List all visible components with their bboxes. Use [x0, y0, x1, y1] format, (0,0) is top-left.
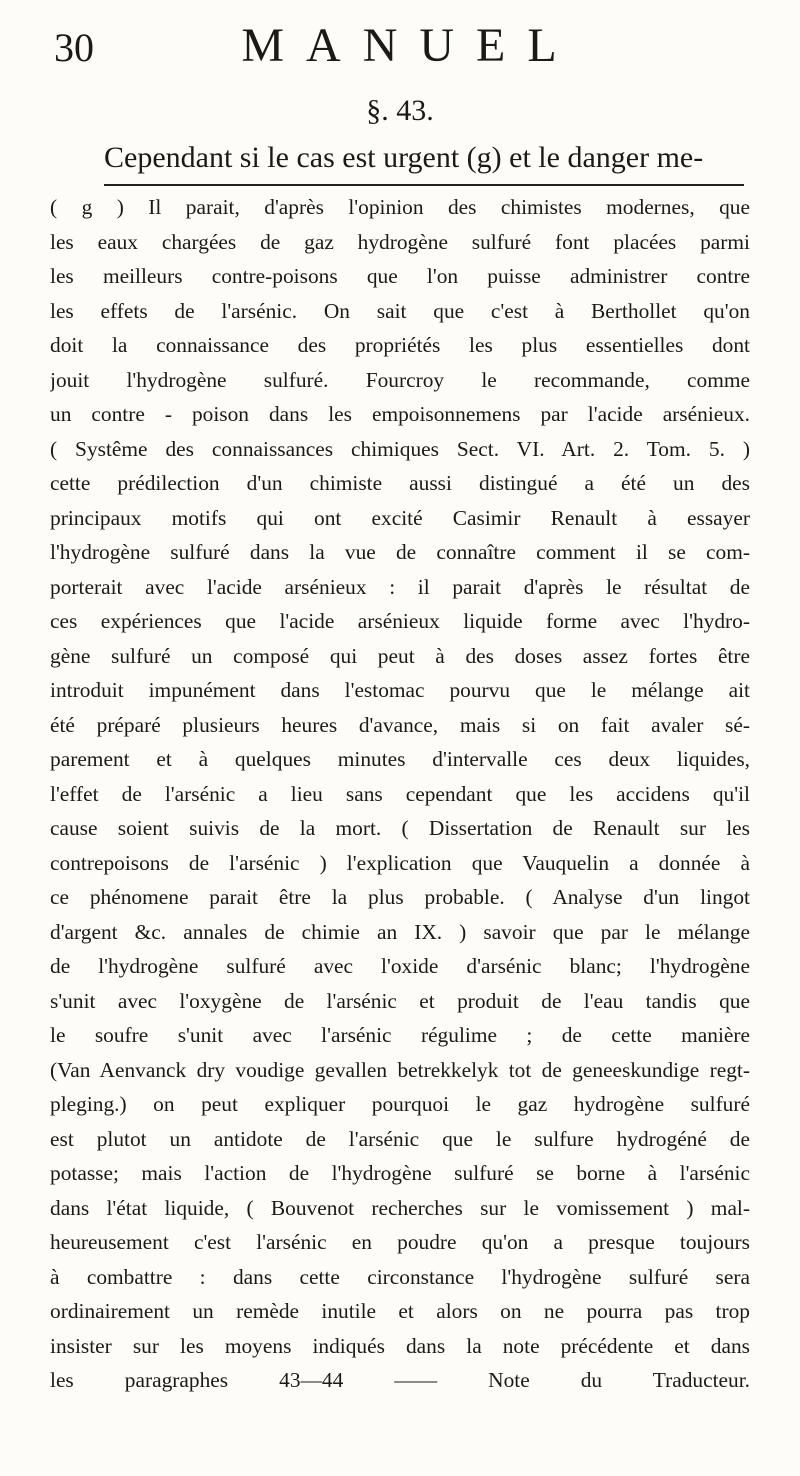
footnote-line: contrepoisons de l'arsénic ) l'explication que Vauquelin a donnée à — [50, 850, 750, 875]
footnote-line: ce phénomene parait être la plus probable. ( Analyse d'un lingot — [50, 885, 750, 909]
footnote-line: un contre - poison dans les empoisonnemens par l'acide arsénieux. — [50, 402, 750, 426]
footnote — [50, 190, 750, 1398]
footnote-line: parement et à quelques minutes d'intervalle ces deux liquides, — [50, 747, 750, 771]
section-lead-text: Cependant si le cas est urgent (g) et le danger me- — [104, 141, 704, 174]
footnote-line: porterait avec l'acide arsénieux : il parait d'après le résultat de — [50, 574, 750, 599]
section-number: §. 43. — [366, 94, 434, 127]
footnote-line: s'unit avec l'oxygène de l'arsénic et produit de l'eau tandis que — [50, 988, 750, 1013]
footnote-line: cause soient suivis de la mort. ( Dissertation de Renault sur les — [50, 816, 750, 840]
footnote-line: les meilleurs contre-poisons que l'on puisse administrer contre — [50, 264, 750, 288]
footnote-line: de l'hydrogène sulfuré avec l'oxide d'arsénic blanc; l'hydrogène — [50, 954, 750, 978]
footnote-line: ( Systême des connaissances chimiques Sect. VI. Art. 2. Tom. 5. ) — [50, 436, 750, 461]
footnote-line: les eaux chargées de gaz hydrogène sulfuré font placées parmi — [50, 229, 750, 254]
footnote-line: introduit impunément dans l'estomac pourvu que le mélange ait — [50, 678, 750, 702]
footnote-line: dans l'état liquide, ( Bouvenot recherches sur le vomissement ) mal- — [50, 1195, 750, 1220]
footnote-divider — [104, 184, 744, 186]
footnote-line: cette prédilection d'un chimiste aussi distingué a été un des — [50, 471, 750, 495]
footnote-line: le soufre s'unit avec l'arsénic régulime ; de cette manière — [50, 1023, 750, 1047]
footnote-line: insister sur les moyens indiqués dans la note précédente et dans — [50, 1333, 750, 1358]
footnote-line: les paragraphes 43—44 —— Note du Traducteur. — [50, 1368, 750, 1392]
footnote-line: pleging.) on peut expliquer pourquoi le gaz hydrogène sulfuré — [50, 1092, 750, 1116]
running-title: MANUEL — [241, 19, 579, 72]
footnote-line: été préparé plusieurs heures d'avance, mais si on fait avaler sé- — [50, 712, 750, 737]
footnote-line: ordinairement un remède inutile et alors on ne pourra pas trop — [50, 1299, 750, 1323]
footnote-line: à combattre : dans cette circonstance l'hydrogène sulfuré sera — [50, 1264, 750, 1289]
footnote-line: principaux motifs qui ont excité Casimir Renault à essayer — [50, 505, 750, 530]
footnote-line: l'hydrogène sulfuré dans la vue de connaître comment il se com- — [50, 540, 750, 564]
footnote-line: jouit l'hydrogène sulfuré. Fourcroy le recommande, comme — [50, 367, 750, 392]
footnote-line: (Van Aenvanck dry voudige gevallen betrekkelyk tot de geneeskundige regt- — [50, 1057, 750, 1082]
footnote-line: ( g ) Il parait, d'après l'opinion des chimistes modernes, que — [50, 195, 750, 219]
footnote-line: ces expériences que l'acide arsénieux liquide forme avec l'hydro- — [50, 609, 750, 633]
footnote-line: heureusement c'est l'arsénic en poudre qu'on a presque toujours — [50, 1230, 750, 1254]
footnote-line: d'argent &c. annales de chimie an IX. ) savoir que par le mélange — [50, 919, 750, 944]
footnote-line: est plutot un antidote de l'arsénic que le sulfure hydrogéné de — [50, 1126, 750, 1151]
page-number: 30 — [54, 25, 94, 70]
footnote-line: gène sulfuré un composé qui peut à des doses assez fortes être — [50, 643, 750, 668]
footnote-line: l'effet de l'arsénic a lieu sans cependant que les accidens qu'il — [50, 781, 750, 806]
page-header — [0, 18, 800, 82]
footnote-line: doit la connaissance des propriétés les plus essentielles dont — [50, 333, 750, 357]
footnote-line: potasse; mais l'action de l'hydrogène sulfuré se borne à l'arsénic — [50, 1161, 750, 1185]
footnote-line: les effets de l'arsénic. On sait que c'est à Berthollet qu'on — [50, 298, 750, 323]
